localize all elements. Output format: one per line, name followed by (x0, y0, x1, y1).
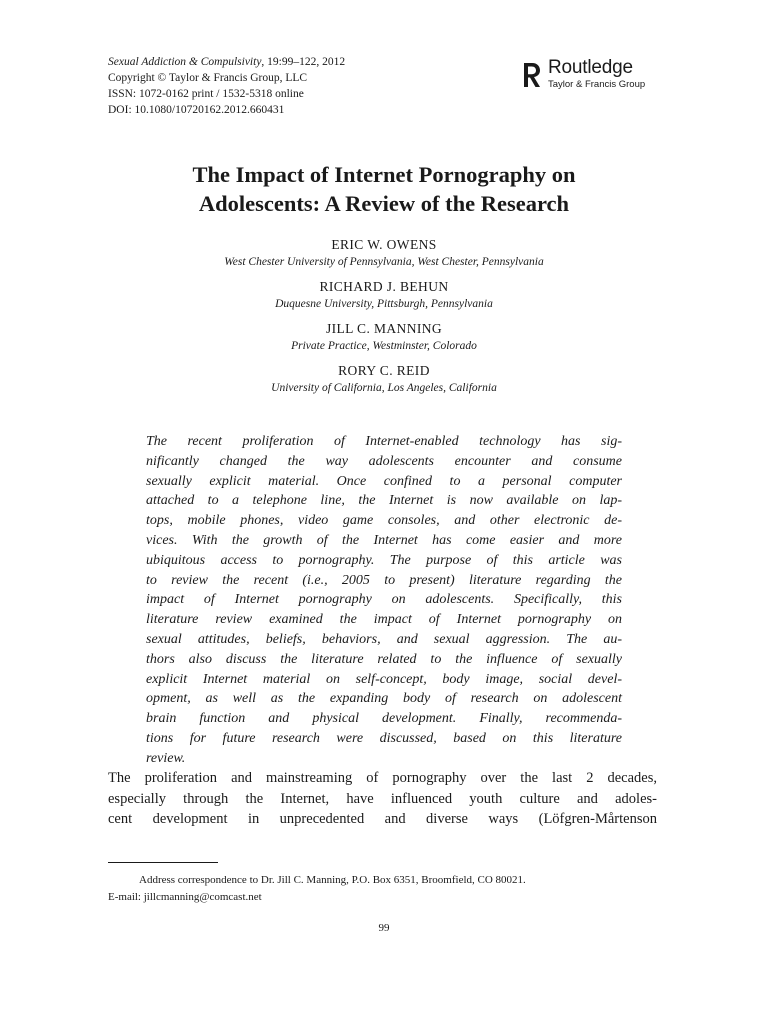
author-name: RICHARD J. BEHUN (319, 279, 449, 294)
abstract-line: sexually explicit material. Once confined to a personal computer (146, 473, 622, 489)
abstract-line: nificantly changed the way adolescents encounter and consume (146, 453, 622, 469)
abstract-line: ubiquitous access to pornography. The purpose of this article was (146, 552, 622, 568)
abstract-line: sexual attitudes, beliefs, behaviors, and sexual aggression. The au- (146, 631, 622, 647)
author-block (0, 320, 768, 354)
footnote-divider (108, 862, 218, 863)
footnote-address: Address correspondence to Dr. Jill C. Manning, P.O. Box 6351, Broomfield, CO 80021. (139, 874, 526, 886)
body-line: cent development in unprecedented and diverse ways (Löfgren-Mårtenson (108, 811, 657, 827)
abstract-line: explicit Internet material on self-concept, body image, social devel- (146, 671, 622, 687)
abstract-line: The recent proliferation of Internet-enabled technology has sig- (146, 434, 622, 449)
abstract (146, 432, 622, 769)
journal-issue: , 19:99–122, 2012 (261, 56, 346, 68)
abstract-line: tops, mobile phones, video game consoles, and other electronic de- (146, 513, 622, 529)
abstract-line: literature review examined the impact of Internet pornography on (146, 612, 622, 628)
author-name: JILL C. MANNING (325, 321, 443, 336)
author-block (0, 278, 768, 312)
author-block (0, 362, 768, 396)
issn-line: ISSN: 1072-0162 print / 1532-5318 online (108, 88, 304, 100)
body-line: especially through the Internet, have influenced youth culture and adoles- (108, 790, 657, 807)
abstract-line: review. (146, 750, 186, 766)
author-name: ERIC W. OWENS (331, 237, 437, 252)
abstract-line: impact of Internet pornography on adolescents. Specifically, this (146, 592, 622, 608)
abstract-line: brain function and physical development. Finally, recommenda- (146, 711, 622, 727)
publisher-group: Taylor & Francis Group (548, 79, 646, 90)
footnote-email: E-mail: jillcmanning@comcast.net (108, 891, 262, 903)
publisher-name: Routledge (548, 57, 633, 78)
author-affiliation: West Chester University of Pennsylvania, West Chester, Pennsylvania (224, 256, 544, 268)
footnote (108, 872, 657, 906)
title-line-1: The Impact of Internet Pornography on (192, 162, 576, 187)
body-paragraph (108, 768, 657, 830)
author-name: RORY C. REID (338, 363, 430, 378)
abstract-line: attached to a telephone line, the Internet is now available on lap- (146, 493, 622, 509)
author-list (0, 236, 768, 404)
abstract-line: to review the recent (i.e., 2005 to present) literature regarding the (146, 572, 622, 588)
author-affiliation: Duquesne University, Pittsburgh, Pennsylvania (275, 298, 493, 310)
abstract-line: thors also discuss the literature related to the influence of sexually (146, 651, 622, 667)
publisher-text (548, 58, 645, 91)
copyright-line: Copyright © Taylor & Francis Group, LLC (108, 72, 308, 84)
publisher-logo (518, 58, 645, 92)
journal-citation (108, 54, 345, 70)
author-block (0, 236, 768, 270)
article-title (0, 160, 768, 218)
body-line: The proliferation and mainstreaming of pornography over the last 2 decades, (108, 770, 657, 786)
title-line-2: Adolescents: A Review of the Research (198, 191, 570, 216)
author-affiliation: University of California, Los Angeles, California (271, 382, 497, 394)
journal-name: Sexual Addiction & Compulsivity (108, 56, 262, 68)
abstract-line: tions for future research were discussed, based on this literature (146, 730, 622, 746)
page-number: 99 (378, 922, 390, 934)
abstract-line: opment, as well as the expanding body of research on adolescent (146, 691, 622, 707)
doi-line: DOI: 10.1080/10720162.2012.660431 (108, 104, 285, 116)
abstract-line: vices. With the growth of the Internet has come easier and more (146, 532, 622, 548)
journal-header (108, 54, 345, 118)
routledge-r-logo-icon (518, 58, 544, 92)
author-affiliation: Private Practice, Westminster, Colorado (291, 340, 477, 352)
